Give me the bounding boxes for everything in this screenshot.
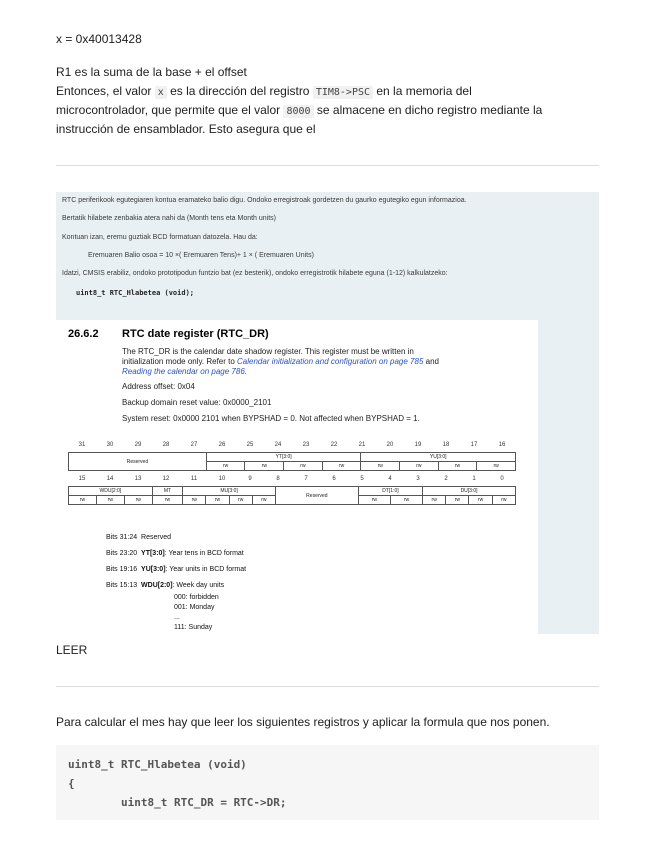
bit-number: 9: [248, 476, 252, 482]
bit-number: 28: [162, 442, 170, 448]
bit-number: 20: [386, 442, 394, 448]
doc-span: initialization mode only. Refer to: [122, 357, 238, 366]
bit-number: 11: [190, 476, 198, 482]
bit-number: 25: [246, 442, 254, 448]
access-rw: rw: [69, 496, 97, 505]
bit-number: 16: [498, 442, 506, 448]
bit-number: 4: [388, 476, 392, 482]
access-rw: rw: [322, 462, 361, 471]
bit-number: 13: [134, 476, 142, 482]
access-rw: rw: [152, 496, 182, 505]
doc-line: The RTC_DR is the calendar date shadow register. This register must be written in: [122, 347, 414, 356]
bit-text: : Year units in BCD format: [165, 566, 247, 573]
text-span: microcontrolador, que permite que el valor: [56, 103, 284, 117]
access-rw: rw: [361, 462, 400, 471]
code-content: [68, 755, 287, 812]
text-line: [56, 101, 542, 121]
bit-text: : Year tens in BCD format: [164, 550, 244, 557]
bit-desc: [106, 534, 171, 541]
reserved-cell: Reserved: [69, 453, 207, 471]
access-rw: rw: [358, 496, 390, 505]
bit-range: Bits 19:16: [106, 566, 138, 573]
panel-line: Kontuan izan, eremu guztiak BCD formatuan datozela. Hau da:: [62, 234, 258, 241]
bit-text: Reserved: [141, 534, 171, 541]
bit-number: 8: [276, 476, 280, 482]
access-rw: rw: [206, 462, 245, 471]
doc-link[interactable]: Reading the calendar on page 786.: [122, 367, 247, 376]
bit-field: WDU[2:0]: [141, 582, 173, 589]
bit-number: 26: [218, 442, 226, 448]
access-rw: rw: [206, 496, 229, 505]
access-rw: rw: [400, 462, 439, 471]
enum-option: 000: forbidden: [174, 594, 219, 601]
bit-number: 6: [332, 476, 336, 482]
bit-range: Bits 31:24: [106, 534, 138, 541]
field-du: DU[3:0]: [423, 487, 516, 496]
access-rw: rw: [446, 496, 469, 505]
section-number: 26.6.2: [68, 328, 99, 340]
field-yt: YT[3:0]: [206, 453, 361, 462]
access-rw: rw: [477, 462, 516, 471]
leer-label: LEER: [56, 643, 88, 657]
text-line: instrucción de ensamblador. Esto asegura que el: [56, 122, 316, 136]
bit-text: : Week day units: [172, 582, 225, 589]
doc-line: [122, 357, 439, 366]
bit-number: 17: [470, 442, 478, 448]
panel-line: Eremuaren Balio osoa = 10 ×( Eremuaren Tens)+ 1 × ( Eremuaren Units): [88, 252, 314, 259]
divider: [56, 165, 599, 166]
bit-number: 14: [106, 476, 114, 482]
text-line: [56, 82, 472, 102]
address-line: x = 0x40013428: [56, 32, 142, 46]
doc-link[interactable]: Calendar initialization and configuration on page 785: [237, 357, 424, 366]
register-table-high: [68, 452, 516, 471]
bit-range: Bits 15:13: [106, 582, 138, 589]
text-span: es la dirección del registro: [166, 84, 313, 98]
access-rw: rw: [252, 496, 275, 505]
text-line: R1 es la suma de la base + el offset: [56, 65, 247, 79]
field-mt: MT: [152, 487, 182, 496]
access-rw: rw: [229, 496, 252, 505]
code-line: uint8_t RTC_Hlabetea (void): [68, 758, 247, 771]
bit-number: 15: [78, 476, 86, 482]
doc-line: System reset: 0x0000 2101 when BYPSHAD = 0. Not affected when BYPSHAD = 1.: [122, 414, 420, 423]
bit-number: 0: [500, 476, 504, 482]
field-wdu: WDU[2:0]: [69, 487, 153, 496]
bit-number: 19: [414, 442, 422, 448]
field-mu: MU[3:0]: [183, 487, 276, 496]
access-rw: rw: [183, 496, 206, 505]
doc-span: and: [423, 357, 439, 366]
datasheet-excerpt: [56, 320, 538, 634]
field-yu: YU[3:0]: [361, 453, 516, 462]
panel-line: RTC periferikook egutegiaren kontua eramateko balio digu. Ondoko erregistroak gordetzen du gaurko egutegiko egun informazioa.: [62, 197, 467, 204]
bit-number: 24: [274, 442, 282, 448]
bit-desc: [106, 550, 244, 557]
access-rw: rw: [390, 496, 422, 505]
inline-code: TIM8->PSC: [313, 86, 373, 99]
bit-field: YU[3:0]: [141, 566, 166, 573]
bit-desc: [106, 582, 224, 589]
access-rw: rw: [96, 496, 124, 505]
bit-range: Bits 23:20: [106, 550, 138, 557]
access-rw: rw: [438, 462, 477, 471]
bit-number: 2: [444, 476, 448, 482]
access-rw: rw: [124, 496, 152, 505]
bit-number: 29: [134, 442, 142, 448]
code-line: uint8_t RTC_DR = RTC->DR;: [68, 796, 287, 809]
enum-option: 001: Monday: [174, 604, 215, 611]
field-dt: DT[1:0]: [358, 487, 422, 496]
section-title: RTC date register (RTC_DR): [122, 328, 269, 340]
bit-number: 12: [162, 476, 170, 482]
bit-number: 23: [302, 442, 310, 448]
bit-number: 3: [416, 476, 420, 482]
access-rw: rw: [245, 462, 284, 471]
reserved-cell: Reserved: [275, 487, 358, 505]
bit-number: 5: [360, 476, 364, 482]
bit-number: 18: [442, 442, 450, 448]
bit-number: 7: [304, 476, 308, 482]
register-table-low: [68, 486, 516, 505]
doc-line: Address offset: 0x04: [122, 382, 195, 391]
code-block: [56, 745, 599, 820]
inline-code: 8000: [283, 105, 313, 118]
bit-field: YT[3:0]: [141, 550, 165, 557]
prototype-code: uint8_t RTC_Hlabetea (void);: [76, 289, 195, 297]
bit-number: 1: [472, 476, 476, 482]
divider: [56, 686, 599, 687]
text-span: Entonces, el valor: [56, 84, 155, 98]
embedded-screenshot: [56, 192, 599, 634]
access-rw: rw: [492, 496, 515, 505]
code-line: {: [68, 777, 75, 790]
doc-line: Backup domain reset value: 0x0000_2101: [122, 398, 272, 407]
bit-number: 21: [358, 442, 366, 448]
access-rw: rw: [423, 496, 446, 505]
bit-number: 30: [106, 442, 114, 448]
enum-option: ...: [174, 614, 180, 621]
panel-line: Bertatik hilabete zenbakia atera nahi da (Month tens eta Month units): [62, 215, 277, 222]
bit-number: 27: [190, 442, 198, 448]
enum-option: 111: Sunday: [174, 624, 213, 631]
inline-code: x: [155, 86, 167, 99]
bit-number: 22: [330, 442, 338, 448]
text-span: en la memoria del: [373, 84, 472, 98]
bit-desc: [106, 566, 246, 573]
access-rw: rw: [469, 496, 492, 505]
bit-number: 31: [78, 442, 86, 448]
text-line: Para calcular el mes hay que leer los siguientes registros y aplicar la formula que nos ponen.: [56, 715, 550, 729]
panel-line: Idatzi, CMSIS erabiliz, ondoko prototipodun funtzio bat (ez besterik), ondoko erregistrotik hilabete eguna (1-12) kalkulatzeko:: [62, 270, 448, 277]
bit-number: 10: [218, 476, 226, 482]
text-span: se almacene en dicho registro mediante la: [313, 103, 543, 117]
access-rw: rw: [284, 462, 323, 471]
